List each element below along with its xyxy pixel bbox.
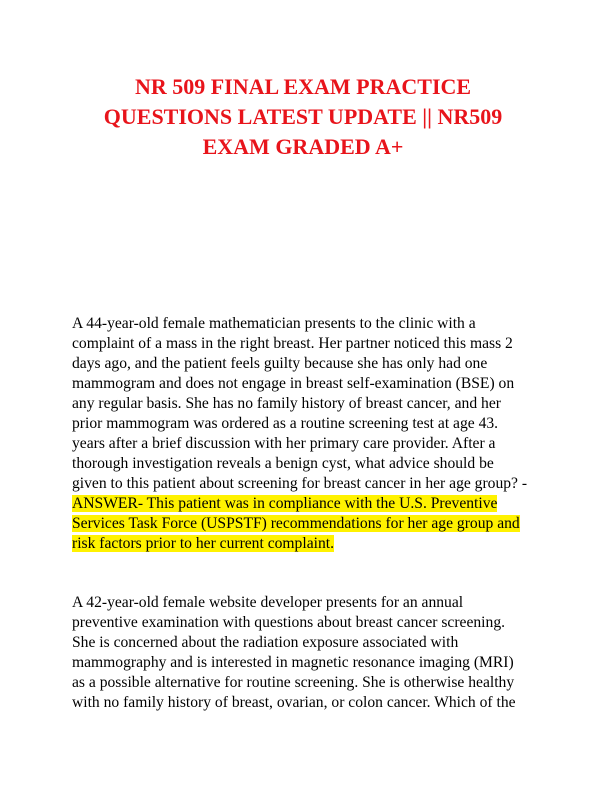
answer-1-line: [72, 494, 544, 514]
answer-highlight: Services Task Force (USPSTF) recommendations for her age group and: [72, 515, 520, 532]
question-1-line: given to this patient about screening for breast cancer in her age group? -: [72, 475, 528, 492]
question-1-line: prior mammogram was ordered as a routine screening test at age 43.: [72, 415, 499, 432]
question-2-line: as a possible alternative for routine screening. She is otherwise healthy: [72, 674, 515, 691]
answer-highlight: risk factors prior to her current complaint.: [72, 535, 334, 552]
title-line: QUESTIONS LATEST UPDATE || NR509: [103, 104, 503, 129]
question-1-line: A 44-year-old female mathematician presents to the clinic with a: [72, 315, 476, 332]
question-1-line: days ago, and the patient feels guilty because she has only had one: [72, 355, 488, 372]
question-2-line: preventive examination with questions about breast cancer screening.: [72, 614, 506, 631]
answer-highlight: ANSWER- This patient was in compliance with the U.S. Preventive: [72, 495, 498, 512]
question-1-line: years after a brief discussion with her primary care provider. After a: [72, 435, 496, 452]
question-2-line: with no family history of breast, ovarian, or colon cancer. Which of the: [72, 694, 516, 711]
question-1-line: mammogram and does not engage in breast self-examination (BSE) on: [72, 375, 515, 392]
title-line: NR 509 FINAL EXAM PRACTICE: [134, 74, 472, 99]
question-1-line: thorough investigation reveals a benign cyst, what advice should be: [72, 455, 494, 472]
question-2-line: mammography and is interested in magnetic resonance imaging (MRI): [72, 654, 514, 671]
answer-1-line: [72, 534, 544, 554]
question-1-line: any regular basis. She has no family history of breast cancer, and her: [72, 395, 501, 412]
question-1: [72, 314, 544, 554]
question-2-line: She is concerned about the radiation exposure associated with: [72, 634, 459, 651]
question-1-line: complaint of a mass in the right breast. Her partner noticed this mass 2: [72, 335, 513, 352]
question-2: [72, 593, 544, 713]
question-2-line: A 42-year-old female website developer presents for an annual: [72, 594, 464, 611]
answer-1-line: [72, 514, 544, 534]
title-line: EXAM GRADED A+: [202, 134, 404, 159]
page-title: [60, 72, 546, 162]
